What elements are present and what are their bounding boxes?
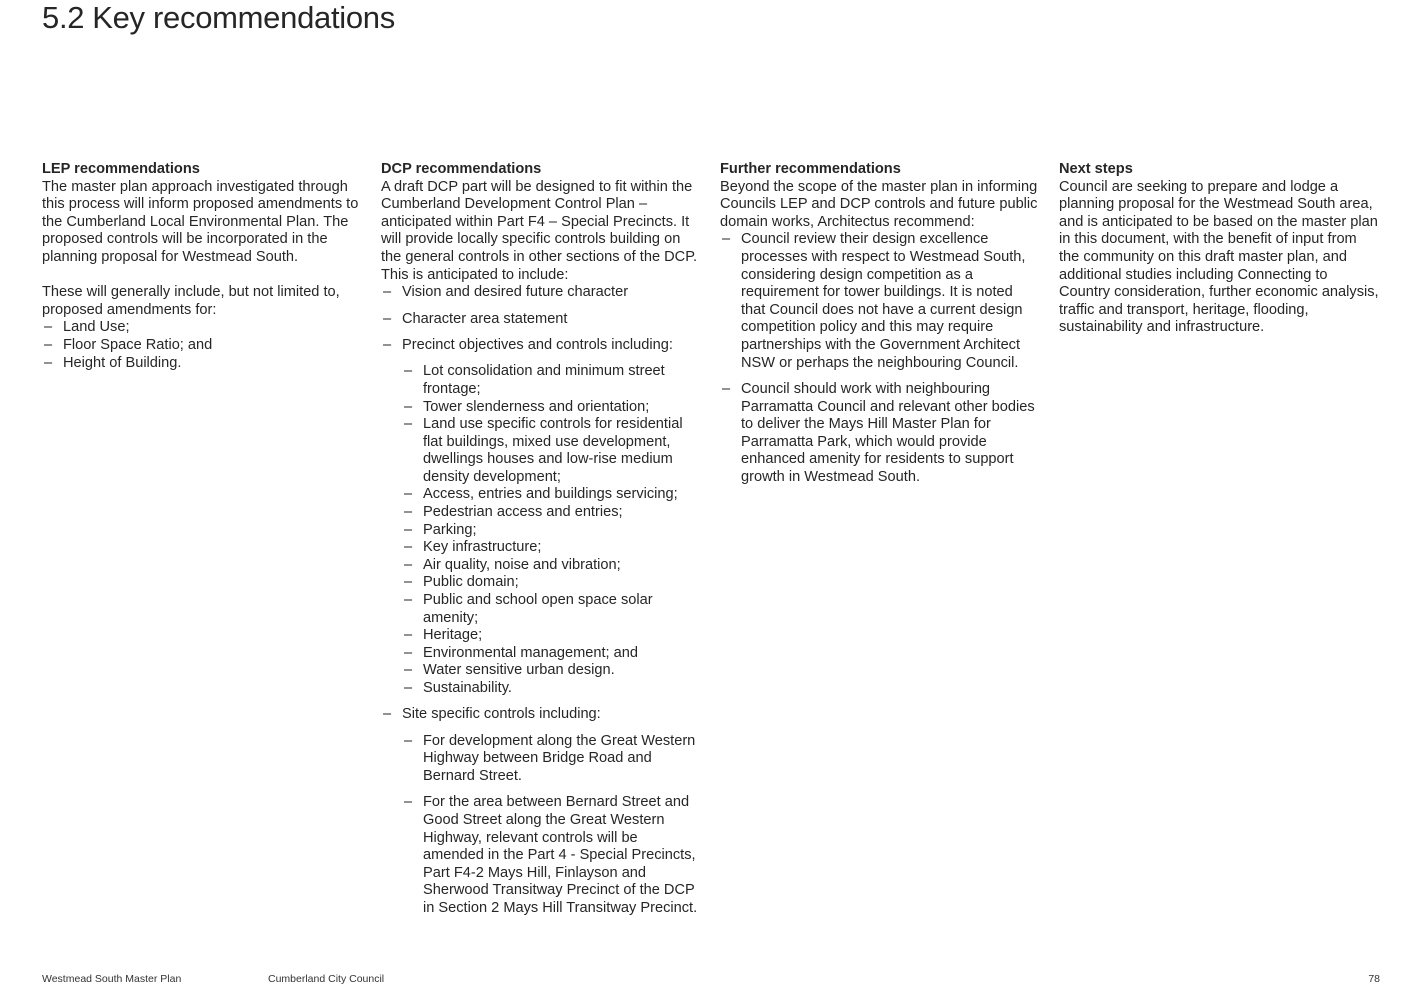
page-number: 78 — [1368, 973, 1380, 985]
dcp-intro: A draft DCP part will be designed to fit within the Cumberland Development Control Plan – anticipated within Part F4 – Special Precincts. It will provide locally specific controls building on the general controls in other sections of the DCP. This is anticipated to include: — [381, 178, 698, 283]
next-steps-column — [1059, 161, 1379, 337]
lep-lead: These will generally include, but not limited to, proposed amendments for: — [42, 284, 340, 318]
list-item: – Water sensitive urban design. — [402, 662, 701, 680]
list-item: – Lot consolidation and minimum street frontage; — [402, 363, 701, 398]
list-item: – Public domain; — [402, 574, 701, 592]
list-item: – Environmental management; and — [402, 645, 701, 663]
further-recommendations-column — [720, 161, 1040, 486]
list-item: – Council should work with neighbouring Parramatta Council and relevant other bodies to deliver the Mays Hill Master Plan for Parramatta Park, which would provide enhanced amenity for residents to support growth in Westmead South. — [720, 381, 1040, 487]
section-title: Key recommendations — [92, 0, 395, 35]
page-heading — [42, 0, 395, 36]
list-item: – Heritage; — [402, 627, 701, 645]
dcp-recommendations-column — [381, 161, 701, 918]
list-item: – Site specific controls including: – For development along the Great Western Highway between Bridge Road and Bernard Street. – For the area between Bernard Street and Good Street along the Great Western Highway, relevant controls will be amended in the Part 4 - Special Precincts, Part F4-2 Mays Hill, Finlayson and Sherwood Transitway Precinct of the DCP in Section 2 Mays Hill Transitway Precinct. — [381, 706, 701, 917]
list-item: – Floor Space Ratio; and — [42, 337, 362, 355]
list-item: – Height of Building. — [42, 355, 362, 373]
list-item: – Parking; — [402, 522, 701, 540]
further-item-list — [720, 231, 1040, 486]
list-item: – Access, entries and buildings servicing; — [402, 486, 701, 504]
list-item: – Key infrastructure; — [402, 539, 701, 557]
lep-recommendations-column — [42, 161, 362, 372]
list-item: – Council review their design excellence processes with respect to Westmead South, considering design competition as a requirement for tower buildings. It is noted that Council does not have a current design competition policy and this may require partnerships with the Government Architect NSW or perhaps the neighbouring Council. — [720, 231, 1040, 372]
list-item: – For the area between Bernard Street and Good Street along the Great Western Highway, relevant controls will be amended in the Part 4 - Special Precincts, Part F4-2 Mays Hill, Finlayson and Sherwood Transitway Precinct of the DCP in Section 2 Mays Hill Transitway Precinct. — [402, 794, 701, 917]
list-item: – Vision and desired future character — [381, 284, 701, 302]
list-item: – Sustainability. — [402, 680, 701, 698]
list-item: – Land Use; — [42, 319, 362, 337]
further-title: Further recommendations — [720, 161, 901, 177]
footer-organisation: Cumberland City Council — [268, 973, 385, 985]
footer-document-title: Westmead South Master Plan — [42, 973, 182, 985]
lep-title: LEP recommendations — [42, 161, 200, 177]
site-controls-list — [402, 733, 701, 918]
list-item: – Air quality, noise and vibration; — [402, 557, 701, 575]
list-item: – Pedestrian access and entries; — [402, 504, 701, 522]
further-intro: Beyond the scope of the master plan in informing Councils LEP and DCP controls and future public domain works, Architectus recommend: — [720, 178, 1038, 230]
list-item: – Public and school open space solar amenity; — [402, 592, 701, 627]
list-item: – Character area statement — [381, 311, 701, 329]
list-item: – Land use specific controls for residential flat buildings, mixed use development, dwellings houses and low-rise medium density development; — [402, 416, 701, 486]
next-steps-body: Council are seeking to prepare and lodge a planning proposal for the Westmead South area, and is anticipated to be based on the master plan in this document, with the benefit of input from the community on this draft master plan, and additional studies including Connecting to Country consideration, further economic analysis, traffic and transport, heritage, flooding, sustainability and infrastructure. — [1059, 178, 1379, 336]
list-item: – Precinct objectives and controls including: – Lot consolidation and minimum street frontage; – Tower slenderness and orientation; – Land use specific controls for residential flat buildings, mixed use development, dwellings houses and low-rise medium density development; – Access, entries and buildings servicing; – Pedestrian access and entries; – Parking; – Key infrastructure; – Air quality, noise and vibration; – Public domain; – Public and school open space solar amenity; – Heritage; – Environmental management; and – Water sensitive urban design. – Sustainability. — [381, 337, 701, 698]
precinct-controls-list — [402, 363, 701, 697]
lep-amendment-list — [42, 319, 362, 372]
list-item: – For development along the Great Western Highway between Bridge Road and Bernard Street. — [402, 733, 701, 786]
next-steps-title: Next steps — [1059, 161, 1133, 177]
section-number: 5.2 — [42, 0, 85, 35]
dcp-item-list — [381, 284, 701, 917]
dcp-title: DCP recommendations — [381, 161, 542, 177]
lep-intro: The master plan approach investigated through this process will inform proposed amendments to the Cumberland Local Environmental Plan. The proposed controls will be incorporated in the planning proposal for Westmead South. — [42, 178, 359, 265]
list-item: – Tower slenderness and orientation; — [402, 399, 701, 417]
